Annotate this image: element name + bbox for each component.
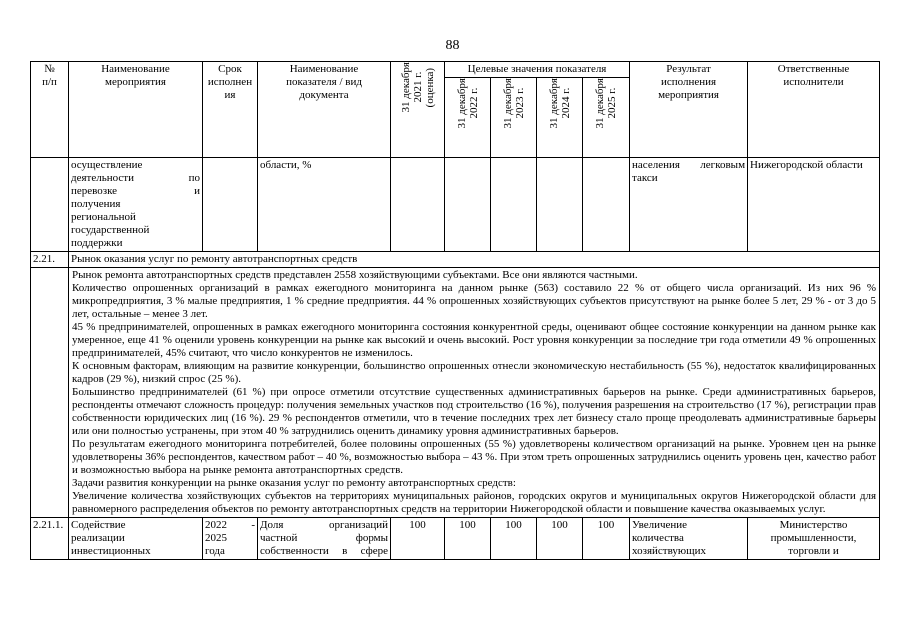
narrative-paragraph: Увеличение количества хозяйствующих субъектов на территориях муниципальных районов, городских округов и муниципальных округов Нижегородской области для равномерного распределения объектов по ремонту автотранспортных средств на территории Нижегородской области и повышение качества оказываемых услуг. — [72, 490, 877, 515]
continuation-result: населения легковым такси — [630, 158, 748, 252]
header-year-2021: 31 декабря 2021 г. (оценка) — [399, 62, 436, 113]
continuation-num — [31, 158, 69, 252]
continuation-indicator: области, % — [258, 158, 391, 252]
continuation-v2024 — [537, 158, 583, 252]
header-year-2022: 31 декабря 2022 г. — [455, 78, 480, 129]
header-year-2025: 31 декабря 2025 г. — [594, 78, 619, 129]
continuation-event-line: государственной — [71, 224, 150, 236]
section-row — [31, 252, 880, 268]
continuation-v2025 — [583, 158, 630, 252]
continuation-deadline — [203, 158, 258, 252]
row-indicator-word: организаций — [328, 519, 388, 531]
row-v2024: 100 — [537, 518, 583, 560]
table-header-row-1 — [31, 62, 880, 78]
narrative-paragraph: Рынок ремонта автотранспортных средств представлен 2558 хозяйствующими субъектами. Все они являются частными. — [72, 269, 638, 281]
narrative-text — [69, 268, 880, 518]
header-responsible: Ответственные исполнители — [748, 62, 880, 158]
narrative-paragraph: Задачи развития конкуренции на рынке оказания услуг по ремонту автотранспортных средств: — [72, 477, 516, 489]
row-indicator-word: сфере — [360, 545, 388, 557]
continuation-v2023 — [491, 158, 537, 252]
row-deadline-from: 2022 — [205, 519, 227, 531]
header-deadline: Срок исполнен ия — [203, 62, 258, 158]
continuation-event-word: перевозке — [71, 185, 118, 197]
header-year-2024-cell — [537, 78, 583, 158]
activities-table — [30, 61, 880, 560]
continuation-v2021 — [391, 158, 445, 252]
header-event-name: Наименование мероприятия — [69, 62, 203, 158]
narrative-paragraph: По результатам ежегодного мониторинга потребителей, более половины опрошенных (55 %) удовлетворены количеством организаций на рынке. Уровнем цен на рынке удовлетворены 36% респондентов, качеством работ – 40 %, возможностью выбора – 43 %. При этом треть опрошенных затруднились оценить уровень цен, качество работ и возможностью выбора на рынке ремонта автотранспортных средств. — [72, 438, 877, 476]
row-v2025: 100 — [583, 518, 630, 560]
row-indicator-word: в — [342, 545, 348, 557]
continuation-event-word: и — [194, 185, 200, 197]
row-indicator-line — [260, 545, 388, 558]
narrative-paragraph: Большинство предпринимателей (61 %) при опросе отметили отсутствие существенных административных барьеров на рынке. Среди административных барьеров, респонденты отмечают сложность процедур: получения земельных участков под строительство (16 %), получения разрешения на строительство (17 %), регистрации прав собственности юридических лиц (16 %). 29 % респондентов отметили, что в течение последних трех лет бизнесу стало проще преодолевать административные барьеры или они полностью устранены, при этом 40 % затруднились оценить динамику уровня административных барьеров. — [72, 386, 877, 437]
header-indicator: Наименование показателя / вид документа — [258, 62, 391, 158]
section-num: 2.21. — [31, 252, 69, 268]
row-indicator-word: формы — [355, 532, 388, 544]
header-year-2021-cell — [391, 62, 445, 158]
narrative-paragraph: 45 % предпринимателей, опрошенных в рамках ежегодного мониторинга состояния конкурентной среды, оценивают общее состояние конкуренции на данном рынке как умеренное, еще 41 % оценили уровень конкуренции на рынке как высокий и очень высокий. Рост уровня конкуренции за последние три года отметили 49 % опрошенных предпринимателей, 45% считают, что число конкурентов не изменилось. — [72, 321, 877, 359]
row-v2021: 100 — [391, 518, 445, 560]
row-v2023: 100 — [491, 518, 537, 560]
continuation-event-line-spread — [71, 185, 200, 198]
continuation-event-line: получения — [71, 198, 121, 210]
row-deadline-line — [205, 519, 255, 532]
header-target-values: Целевые значения показателя — [445, 62, 630, 78]
row-result: Увеличение количества хозяйствующих — [630, 518, 748, 560]
row-indicator-line — [260, 532, 388, 545]
row-responsible: Министерство промышленности, торговли и — [748, 518, 880, 560]
header-year-2023: 31 декабря 2023 г. — [501, 78, 526, 129]
page-number: 88 — [445, 38, 460, 53]
header-result: Результат исполнения мероприятия — [630, 62, 748, 158]
table-row-2-21-1 — [31, 518, 880, 560]
row-indicator-word: собственности — [260, 545, 329, 557]
row-deadline — [203, 518, 258, 560]
continuation-event — [69, 158, 203, 252]
continuation-event-word: деятельности — [71, 172, 134, 184]
row-event: Содействие реализации инвестиционных — [69, 518, 203, 560]
row-indicator-line — [260, 519, 388, 532]
row-indicator-word: частной — [260, 532, 298, 544]
header-year-2023-cell — [491, 78, 537, 158]
header-year-2024: 31 декабря 2024 г. — [547, 78, 572, 129]
continuation-row — [31, 158, 880, 252]
row-v2022: 100 — [445, 518, 491, 560]
continuation-v2022 — [445, 158, 491, 252]
row-indicator — [258, 518, 391, 560]
header-year-2022-cell — [445, 78, 491, 158]
continuation-event-line: поддержки — [71, 237, 123, 249]
continuation-event-word: по — [188, 172, 200, 184]
narrative-paragraph: К основным факторам, влияющим на развитие конкуренции, большинство опрошенных отнесли экономическую нестабильность (55 %), недостаток квалифицированных кадров (29 %), низкий спрос (25 %). — [72, 360, 877, 385]
row-deadline-to: 2025 — [205, 532, 227, 544]
continuation-responsible: Нижегородской области — [748, 158, 880, 252]
narrative-row — [31, 268, 880, 518]
section-title: Рынок оказания услуг по ремонту автотранспортных средств — [69, 252, 880, 268]
header-num: № п/п — [31, 62, 69, 158]
continuation-event-line: региональной — [71, 211, 136, 223]
continuation-event-line-spread — [71, 172, 200, 185]
continuation-event-line: осуществление — [71, 159, 143, 171]
narrative-num — [31, 268, 69, 518]
row-deadline-dash: - — [251, 519, 255, 531]
row-num: 2.21.1. — [31, 518, 69, 560]
row-deadline-unit: года — [205, 545, 225, 557]
row-indicator-word: Доля — [260, 519, 284, 531]
header-year-2025-cell — [583, 78, 630, 158]
narrative-paragraph: Количество опрошенных организаций в рамках ежегодного мониторинга на данном рынке (563) составило 22 % от общего числа организаций. Из них 96 % микропредприятия, 3 % малые предприятия, 1 % средние предприятия. 44 % опрошенных хозяйствующих субъектов присутствуют на рынке более 5 лет, 29 % - от 3 до 5 лет, остальные – менее 3 лет. — [72, 282, 877, 320]
